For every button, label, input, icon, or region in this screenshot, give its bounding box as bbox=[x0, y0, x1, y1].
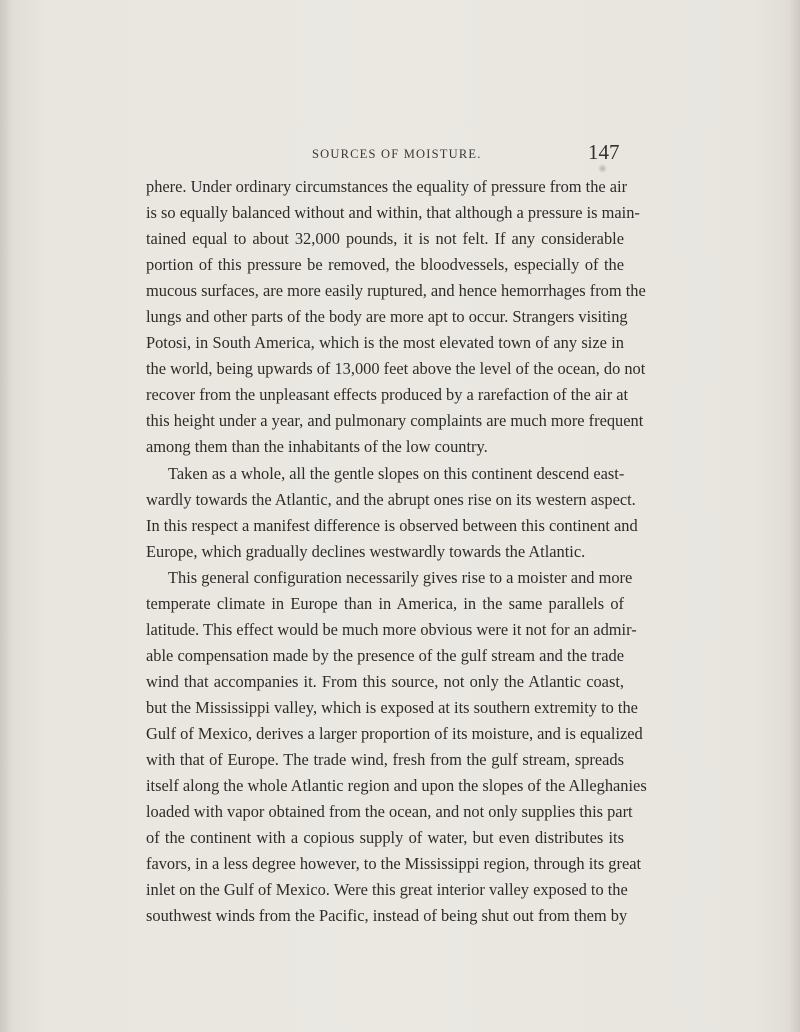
text-line: Potosi, in South America, which is the most elevated town of any size in bbox=[146, 333, 624, 353]
text-line: tained equal to about 32,000 pounds, it is not felt. If any considerable bbox=[146, 229, 624, 249]
text-line: of the continent with a copious supply of water, but even distributes its bbox=[146, 828, 624, 848]
page-header bbox=[0, 142, 800, 166]
text-line: among them than the inhabitants of the low country. bbox=[146, 437, 488, 457]
text-line: lungs and other parts of the body are more apt to occur. Strangers visiting bbox=[146, 307, 628, 327]
text-line: southwest winds from the Pacific, instead of being shut out from them by bbox=[146, 906, 628, 926]
text-line: Gulf of Mexico, derives a larger proportion of its moisture, and is equalized bbox=[146, 723, 643, 743]
text-line: but the Mississippi valley, which is exposed at its southern extremity to the bbox=[146, 697, 638, 717]
text-line: wardly towards the Atlantic, and the abrupt ones rise on its western aspect. bbox=[146, 489, 636, 509]
text-line: able compensation made by the presence of the gulf stream and the trade bbox=[146, 645, 624, 665]
page-number: 147 bbox=[588, 140, 620, 164]
text-line: latitude. This effect would be much more obvious were it not for an admir- bbox=[146, 619, 637, 639]
body-text bbox=[146, 174, 647, 929]
text-line: loaded with vapor obtained from the ocean, and not only supplies this part bbox=[146, 802, 633, 822]
text-line: this height under a year, and pulmonary complaints are much more frequent bbox=[146, 411, 644, 431]
text-line: is so equally balanced without and within, that although a pressure is main- bbox=[146, 203, 640, 223]
text-line: favors, in a less degree however, to the Mississippi region, through its great bbox=[146, 854, 642, 874]
text-line: recover from the unpleasant effects produced by a rarefaction of the air at bbox=[146, 385, 629, 405]
text-line: wind that accompanies it. From this source, not only the Atlantic coast, bbox=[146, 671, 624, 691]
ink-spot bbox=[598, 164, 607, 173]
text-line: temperate climate in Europe than in America, in the same parallels of bbox=[146, 593, 624, 613]
paragraph-start-line: Taken as a whole, all the gentle slopes on this continent descend east- bbox=[168, 463, 625, 483]
paragraph-start-line: This general configuration necessarily gives rise to a moister and more bbox=[168, 567, 633, 587]
text-line: Europe, which gradually declines westwardly towards the Atlantic. bbox=[146, 541, 586, 561]
text-line: portion of this pressure be removed, the bloodvessels, especially of the bbox=[146, 255, 624, 275]
text-line: itself along the whole Atlantic region and upon the slopes of the Alleghanies bbox=[146, 776, 647, 796]
text-line: inlet on the Gulf of Mexico. Were this great interior valley exposed to the bbox=[146, 880, 628, 900]
running-head: SOURCES OF MOISTURE. bbox=[312, 147, 482, 161]
text-line: mucous surfaces, are more easily ruptured, and hence hemorrhages from the bbox=[146, 281, 646, 301]
text-line: with that of Europe. The trade wind, fresh from the gulf stream, spreads bbox=[146, 750, 624, 770]
text-line: phere. Under ordinary circumstances the equality of pressure from the air bbox=[146, 177, 628, 196]
text-line: the world, being upwards of 13,000 feet above the level of the ocean, do not bbox=[146, 359, 646, 379]
text-line: In this respect a manifest difference is observed between this continent and bbox=[146, 515, 638, 535]
